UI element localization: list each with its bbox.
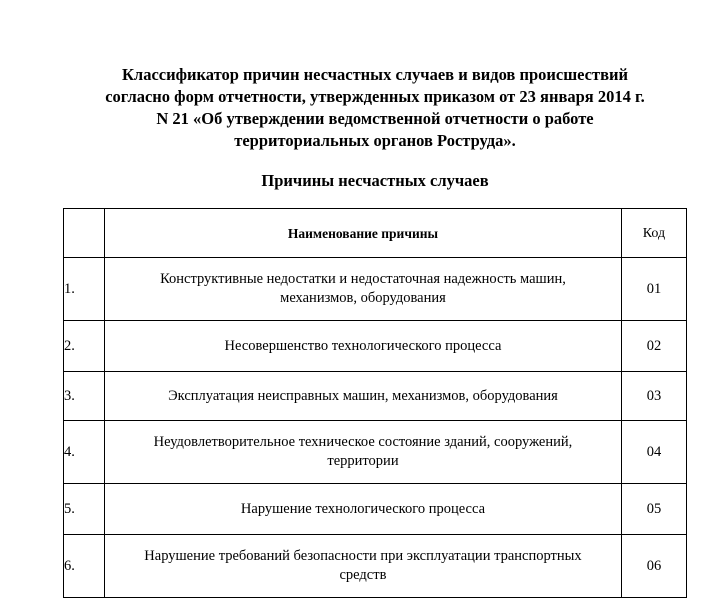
table-row: [64, 421, 687, 484]
title-line: N 21 «Об утверждении ведомственной отчетности о работе: [156, 109, 594, 128]
cause-line: механизмов, оборудования: [280, 290, 446, 306]
title-line: согласно форм отчетности, утвержденных приказом от 23 января 2014 г.: [105, 87, 645, 106]
row-number: 4.: [64, 421, 105, 484]
cause-line: Конструктивные недостатки и недостаточная надежность машин,: [160, 271, 566, 287]
table-header-row: [64, 209, 687, 258]
table-row: [64, 484, 687, 535]
header-number: [64, 209, 105, 258]
row-code: 06: [621, 535, 686, 598]
cause-line: Неудовлетворительное техническое состояние зданий, сооружений,: [153, 434, 573, 450]
row-number: 1.: [64, 258, 105, 321]
row-number: 2.: [64, 321, 105, 372]
title-line: Классификатор причин несчастных случаев и видов происшествий: [121, 65, 629, 84]
row-number: 6.: [64, 535, 105, 598]
cause-line: Нарушение требований безопасности при эксплуатации транспортных: [144, 548, 582, 564]
cause-line: Несовершенство технологического процесса: [224, 337, 502, 354]
table-row: [64, 535, 687, 598]
row-cause-name: [105, 372, 622, 421]
row-cause-name: [105, 258, 622, 321]
section-subtitle: Причины несчастных случаев: [261, 171, 489, 190]
row-code: 05: [621, 484, 686, 535]
row-code: 01: [621, 258, 686, 321]
header-code: Код: [621, 209, 686, 258]
header-cause-name: Наименование причины: [105, 209, 622, 258]
row-number: 5.: [64, 484, 105, 535]
title-line: территориальных органов Роструда».: [234, 131, 516, 150]
row-cause-name: [105, 421, 622, 484]
table-row: [64, 321, 687, 372]
table-row: [64, 372, 687, 421]
row-code: 03: [621, 372, 686, 421]
cause-line: средств: [339, 567, 387, 583]
row-number: 3.: [64, 372, 105, 421]
row-code: 04: [621, 421, 686, 484]
cause-line: Нарушение технологического процесса: [240, 500, 486, 517]
row-cause-name: [105, 535, 622, 598]
row-code: 02: [621, 321, 686, 372]
causes-table: [63, 208, 687, 598]
cause-line: территории: [327, 453, 399, 469]
table-row: [64, 258, 687, 321]
row-cause-name: [105, 484, 622, 535]
row-cause-name: [105, 321, 622, 372]
document-title: [60, 64, 690, 152]
cause-line: Эксплуатация неисправных машин, механизмов, оборудования: [168, 387, 558, 404]
